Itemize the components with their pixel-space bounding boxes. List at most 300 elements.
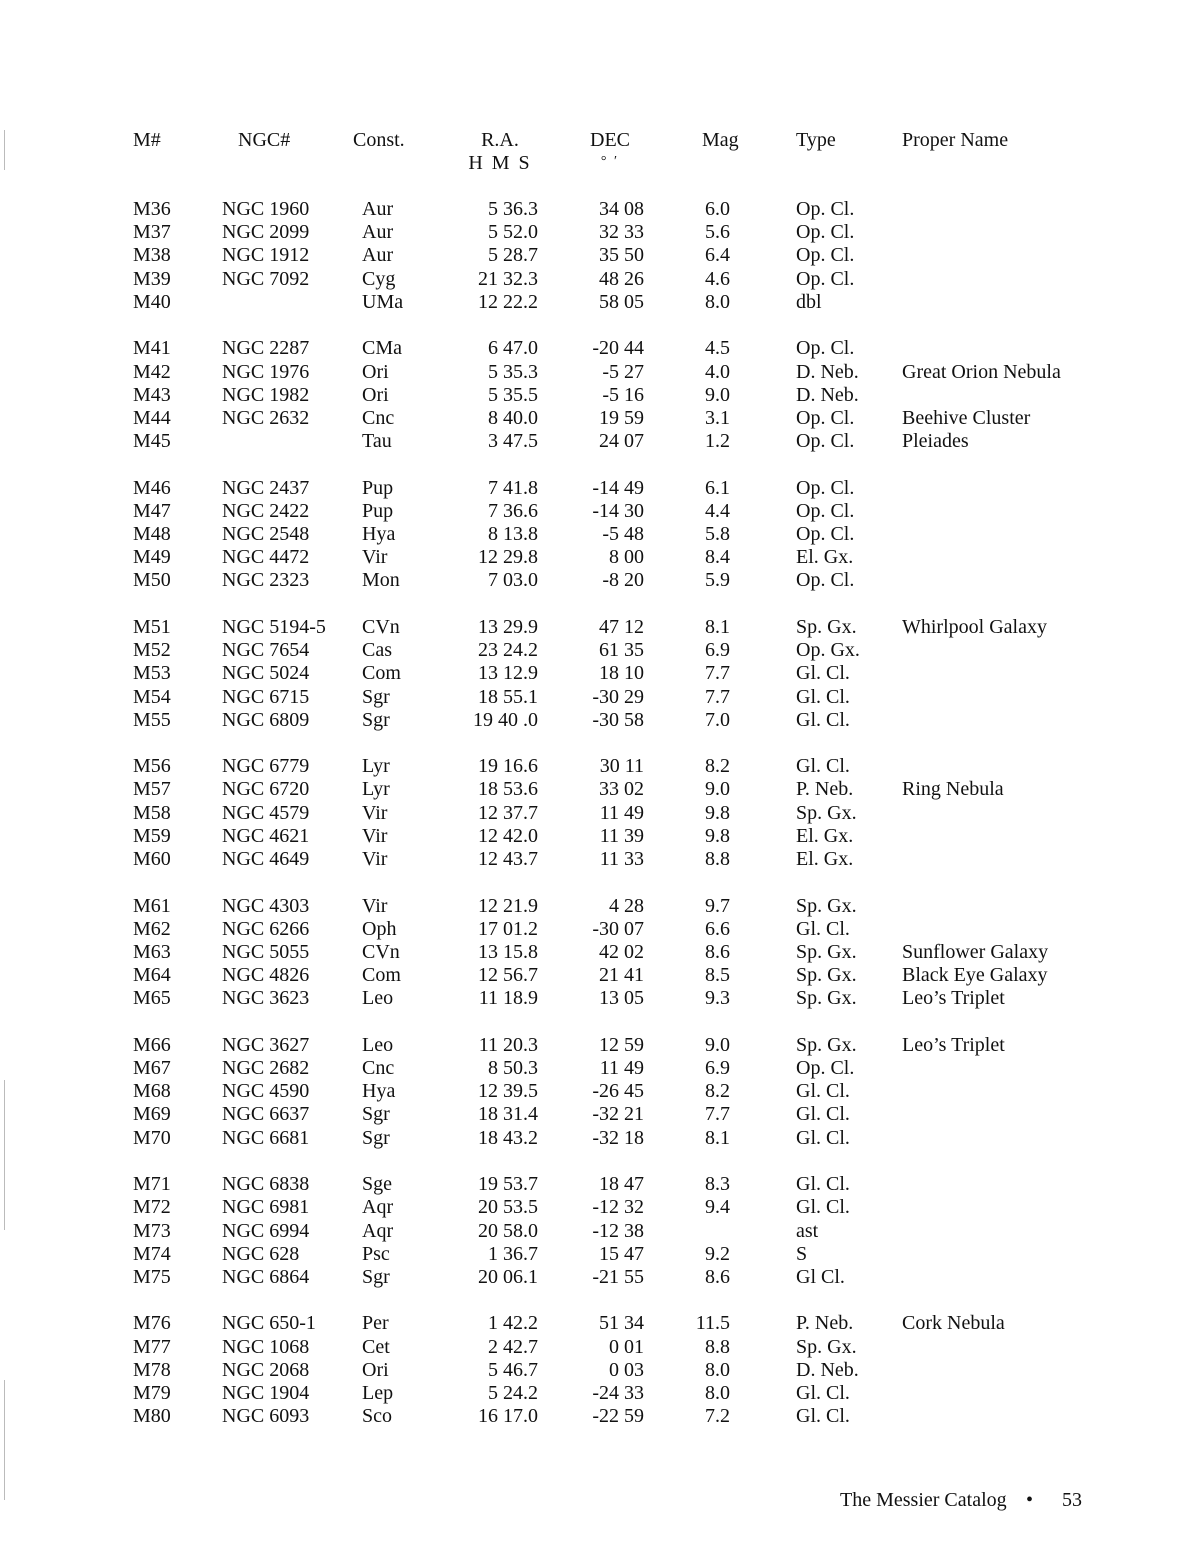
cell-constellation: Lep [362,1382,394,1404]
cell-magnitude: 8.4 [705,546,730,569]
cell-m-number: M66 [133,1033,171,1056]
cell-ra: 12 21.9 [478,894,538,917]
cell-ngc-number: NGC 2099 [222,221,310,244]
cell-proper-name: Great Orion Nebula [902,360,1061,383]
scan-edge-mark [4,130,5,170]
cell-magnitude: 7.2 [705,1405,730,1428]
cell-magnitude: 6.9 [705,639,730,662]
cell-dec: 51 34 [599,1312,644,1335]
cell-ngc-number: NGC 3623 [222,987,310,1010]
cell-type: Op. Cl. [796,569,855,592]
cell-ra: 1 36.7 [488,1242,538,1265]
cell-ra: 5 24.2 [488,1382,538,1404]
cell-m-number: M79 [133,1382,171,1404]
cell-ra: 13 12.9 [478,662,538,685]
cell-ngc-number: NGC 1904 [222,1382,310,1404]
cell-dec: -32 18 [592,1126,644,1149]
cell-type: Op. Cl. [796,244,855,267]
cell-m-number: M48 [133,523,171,545]
cell-m-number: M38 [133,244,171,267]
cell-ngc-number: NGC 5055 [222,940,310,963]
cell-m-number: M63 [133,940,171,963]
cell-constellation: UMa [362,290,404,313]
cell-type: Op. Cl. [796,221,855,244]
cell-ra: 21 32.3 [478,267,538,290]
cell-dec: 61 35 [599,639,644,662]
scan-edge-mark [4,1080,5,1230]
cell-constellation: Oph [362,917,397,940]
cell-ngc-number: NGC 7654 [222,639,310,662]
cell-m-number: M71 [133,1173,171,1196]
header-constellation: Const. [353,129,405,151]
cell-ngc-number: NGC 6994 [222,1219,310,1242]
cell-ngc-number: NGC 2422 [222,499,310,522]
cell-magnitude: 9.0 [705,1033,730,1056]
cell-dec: -22 59 [592,1405,644,1428]
cell-constellation: Aqr [362,1196,394,1219]
cell-ngc-number: NGC 7092 [222,267,310,290]
cell-constellation: Ori [362,383,389,406]
header-type: Type [796,129,836,151]
cell-type: Op. Cl. [796,430,855,453]
cell-type: Gl. Cl. [796,1126,850,1149]
cell-constellation: Lyr [362,778,390,801]
cell-constellation: CMa [362,337,402,360]
cell-ra: 19 40 .0 [473,708,538,731]
cell-ra: 12 37.7 [478,801,538,824]
cell-ra: 5 35.3 [488,360,538,383]
cell-magnitude: 4.4 [705,499,730,522]
cell-dec: 19 59 [599,406,644,429]
cell-m-number: M56 [133,755,171,778]
cell-ngc-number: NGC 6266 [222,917,310,940]
cell-m-number: M49 [133,546,171,569]
cell-constellation: Com [362,964,401,987]
cell-ra: 18 55.1 [478,685,538,708]
cell-m-number: M59 [133,824,171,847]
cell-magnitude: 5.9 [705,569,730,592]
cell-dec: 32 33 [599,221,644,244]
cell-constellation: Aur [362,221,394,244]
cell-constellation: Cyg [362,267,396,290]
cell-dec: 33 02 [599,778,644,801]
cell-type: Sp. Gx. [796,987,857,1010]
cell-dec: 8 00 [609,546,644,569]
cell-ngc-number: NGC 3627 [222,1033,310,1056]
cell-ngc-number: NGC 6681 [222,1126,310,1149]
cell-ngc-number: NGC 5024 [222,662,310,685]
cell-magnitude: 5.8 [705,523,730,545]
cell-ra: 2 42.7 [488,1335,538,1358]
cell-ngc-number: NGC 6981 [222,1196,310,1219]
cell-type: Op. Cl. [796,523,855,545]
cell-dec: -32 21 [592,1103,644,1126]
cell-constellation: Sgr [362,1103,390,1126]
cell-dec: -12 38 [592,1219,644,1242]
cell-constellation: Mon [362,569,400,592]
cell-magnitude: 7.7 [705,662,730,685]
cell-magnitude: 9.0 [705,383,730,406]
cell-proper-name: Sunflower Galaxy [902,940,1049,963]
cell-magnitude: 4.5 [705,337,730,360]
cell-dec: 30 11 [599,755,644,778]
cell-type: Op. Gx. [796,639,860,662]
cell-m-number: M42 [133,360,171,383]
cell-type: Sp. Gx. [796,615,857,638]
cell-dec: 58 05 [599,290,644,313]
cell-ngc-number: NGC 628 [222,1242,300,1265]
cell-ra: 8 50.3 [488,1057,538,1079]
cell-type: dbl [796,290,822,313]
cell-constellation: Pup [362,476,394,499]
cell-m-number: M64 [133,964,171,987]
cell-ngc-number: NGC 1068 [222,1335,310,1358]
cell-magnitude: 8.6 [705,1265,730,1288]
cell-ra: 11 20.3 [478,1033,538,1056]
footer-title: The Messier Catalog [840,1489,1007,1511]
cell-constellation: CVn [362,940,400,963]
cell-dec: -21 55 [592,1265,644,1288]
cell-magnitude: 6.4 [705,244,730,267]
cell-ngc-number: NGC 5194-5 [222,615,326,638]
cell-m-number: M47 [133,499,171,522]
cell-ngc-number: NGC 4621 [222,824,310,847]
cell-ra: 23 24.2 [478,639,538,662]
cell-constellation: Sgr [362,708,390,731]
cell-ra: 6 47.0 [488,337,538,360]
cell-m-number: M40 [133,290,171,313]
cell-constellation: Com [362,662,401,685]
cell-dec: -26 45 [592,1080,644,1103]
cell-proper-name: Leo’s Triplet [902,987,1005,1010]
cell-dec: -14 30 [592,499,644,522]
cell-magnitude: 8.0 [705,1382,730,1404]
cell-ngc-number: NGC 2068 [222,1358,310,1381]
cell-magnitude: 11.5 [695,1312,730,1335]
cell-ngc-number: NGC 1982 [222,383,310,406]
cell-m-number: M52 [133,639,171,662]
cell-magnitude: 8.5 [705,964,730,987]
cell-m-number: M61 [133,894,171,917]
cell-ra: 19 16.6 [478,755,538,778]
cell-ra: 19 53.7 [478,1173,538,1196]
cell-constellation: CVn [362,615,400,638]
scan-edge-mark [4,1380,5,1500]
cell-constellation: Vir [362,894,388,917]
cell-ra: 12 39.5 [478,1080,538,1103]
cell-constellation: Ori [362,1358,389,1381]
cell-type: Gl. Cl. [796,1405,850,1428]
cell-dec: -5 27 [602,360,644,383]
cell-m-number: M53 [133,662,171,685]
cell-ra: 5 28.7 [488,244,538,267]
cell-ra: 20 58.0 [478,1219,538,1242]
cell-ra: 7 41.8 [488,476,538,499]
cell-magnitude: 9.8 [705,801,730,824]
cell-m-number: M44 [133,406,171,429]
cell-constellation: Leo [362,1033,394,1056]
cell-type: D. Neb. [796,360,859,383]
cell-dec: 0 01 [609,1335,644,1358]
cell-type: Op. Cl. [796,499,855,522]
cell-magnitude: 8.8 [705,848,730,870]
cell-type: ast [796,1219,819,1242]
cell-constellation: Pup [362,499,394,522]
cell-m-number: M72 [133,1196,171,1219]
cell-dec: -30 29 [592,685,644,708]
cell-type: Gl. Cl. [796,708,850,731]
cell-magnitude: 6.1 [705,476,730,499]
cell-type: Gl. Cl. [796,917,850,940]
cell-m-number: M68 [133,1080,171,1103]
cell-proper-name: Cork Nebula [902,1312,1005,1335]
cell-ngc-number: NGC 6637 [222,1103,310,1126]
cell-dec: 42 02 [599,940,644,963]
cell-ngc-number: NGC 6838 [222,1173,310,1196]
cell-m-number: M55 [133,708,171,731]
cell-ra: 13 15.8 [478,940,538,963]
cell-constellation: Vir [362,801,388,824]
cell-dec: 47 12 [599,615,644,638]
cell-m-number: M36 [133,198,171,220]
cell-constellation: Leo [362,987,394,1010]
cell-ra: 11 18.9 [478,987,538,1010]
cell-m-number: M60 [133,848,171,870]
cell-m-number: M80 [133,1405,171,1428]
cell-type: Gl. Cl. [796,1080,850,1103]
cell-magnitude: 4.0 [705,360,730,383]
cell-ra: 20 06.1 [478,1265,538,1288]
cell-dec: 34 08 [599,198,644,220]
cell-ngc-number: NGC 2437 [222,476,310,499]
cell-constellation: Per [362,1312,389,1335]
cell-magnitude: 5.6 [705,221,730,244]
cell-constellation: Vir [362,848,388,870]
cell-type: D. Neb. [796,383,859,406]
cell-m-number: M75 [133,1265,171,1288]
cell-ngc-number: NGC 1976 [222,360,310,383]
cell-magnitude: 9.3 [705,987,730,1010]
cell-ra: 12 29.8 [478,546,538,569]
cell-type: Gl. Cl. [796,755,850,778]
cell-ngc-number: NGC 1960 [222,198,310,220]
cell-ra: 7 36.6 [488,499,538,522]
cell-magnitude: 1.2 [705,430,730,453]
cell-constellation: Sgr [362,1126,390,1149]
cell-proper-name: Black Eye Galaxy [902,964,1048,987]
cell-type: Gl. Cl. [796,1382,850,1404]
cell-magnitude: 9.2 [705,1242,730,1265]
cell-ngc-number: NGC 4826 [222,964,310,987]
cell-type: Sp. Gx. [796,801,857,824]
cell-ra: 18 53.6 [478,778,538,801]
cell-m-number: M43 [133,383,171,406]
cell-type: Gl. Cl. [796,1196,850,1219]
cell-ra: 5 46.7 [488,1358,538,1381]
cell-magnitude: 9.4 [705,1196,730,1219]
cell-type: Sp. Gx. [796,964,857,987]
cell-m-number: M37 [133,221,171,244]
cell-magnitude: 3.1 [705,406,730,429]
cell-proper-name: Leo’s Triplet [902,1033,1005,1056]
cell-magnitude: 7.7 [705,685,730,708]
cell-magnitude: 8.6 [705,940,730,963]
cell-dec: -30 07 [592,917,644,940]
cell-magnitude: 6.9 [705,1057,730,1079]
cell-ngc-number: NGC 6779 [222,755,310,778]
cell-m-number: M39 [133,267,171,290]
cell-magnitude: 8.1 [705,1126,730,1149]
cell-ngc-number: NGC 650-1 [222,1312,316,1335]
cell-ra: 13 29.9 [478,615,538,638]
cell-magnitude: 8.8 [705,1335,730,1358]
header-dec: DEC [590,129,630,151]
cell-type: El. Gx. [796,848,854,870]
header-proper-name: Proper Name [902,129,1009,151]
cell-dec: 13 05 [599,987,644,1010]
cell-constellation: Cas [362,639,392,662]
cell-ngc-number: NGC 4649 [222,848,310,870]
cell-magnitude: 9.8 [705,824,730,847]
cell-dec: -30 58 [592,708,644,731]
cell-m-number: M77 [133,1335,171,1358]
cell-type: Gl. Cl. [796,662,850,685]
cell-m-number: M41 [133,337,171,360]
footer-bullet: • [1026,1489,1034,1511]
cell-constellation: Hya [362,1080,396,1103]
cell-type: P. Neb. [796,1312,854,1335]
cell-magnitude: 6.0 [705,198,730,220]
cell-type: Gl. Cl. [796,685,850,708]
cell-m-number: M76 [133,1312,171,1335]
cell-ra: 12 22.2 [478,290,538,313]
cell-magnitude: 8.0 [705,1358,730,1381]
cell-m-number: M57 [133,778,171,801]
cell-constellation: Vir [362,546,388,569]
cell-type: D. Neb. [796,1358,859,1381]
cell-magnitude: 8.0 [705,290,730,313]
cell-ngc-number: NGC 2548 [222,523,310,545]
cell-ra: 5 36.3 [488,198,538,220]
cell-ngc-number: NGC 6715 [222,685,310,708]
cell-magnitude: 9.0 [705,778,730,801]
cell-ra: 1 42.2 [488,1312,538,1335]
cell-m-number: M65 [133,987,171,1010]
cell-type: El. Gx. [796,824,854,847]
cell-ra: 17 01.2 [478,917,538,940]
header-ngc-number: NGC# [238,129,291,151]
cell-m-number: M51 [133,615,171,638]
cell-ngc-number: NGC 6864 [222,1265,310,1288]
cell-ngc-number: NGC 2287 [222,337,310,360]
cell-ngc-number: NGC 4472 [222,546,310,569]
cell-dec: 0 03 [609,1358,644,1381]
cell-m-number: M45 [133,430,171,453]
cell-type: Sp. Gx. [796,940,857,963]
cell-ra: 7 03.0 [488,569,538,592]
cell-ngc-number: NGC 2682 [222,1057,310,1079]
cell-m-number: M70 [133,1126,171,1149]
cell-type: El. Gx. [796,546,854,569]
cell-ngc-number: NGC 6093 [222,1405,310,1428]
cell-dec: 11 33 [599,848,644,870]
cell-dec: 24 07 [599,430,644,453]
cell-constellation: Cnc [362,406,395,429]
cell-ra: 18 43.2 [478,1126,538,1149]
cell-m-number: M74 [133,1242,171,1265]
cell-type: Op. Cl. [796,337,855,360]
cell-m-number: M50 [133,569,171,592]
cell-type: P. Neb. [796,778,854,801]
cell-type: Op. Cl. [796,476,855,499]
cell-m-number: M69 [133,1103,171,1126]
header-ra: R.A. [481,129,519,151]
cell-dec: -5 48 [602,523,644,545]
cell-m-number: M67 [133,1057,171,1079]
cell-constellation: Aur [362,244,394,267]
cell-ngc-number: NGC 2323 [222,569,310,592]
cell-constellation: Cnc [362,1057,395,1079]
cell-ngc-number: NGC 4579 [222,801,310,824]
cell-type: Sp. Gx. [796,1335,857,1358]
cell-magnitude: 6.6 [705,917,730,940]
cell-m-number: M46 [133,476,171,499]
cell-m-number: M78 [133,1358,171,1381]
cell-ra: 20 53.5 [478,1196,538,1219]
cell-m-number: M62 [133,917,171,940]
cell-dec: 18 47 [599,1173,644,1196]
cell-dec: 21 41 [599,964,644,987]
cell-magnitude: 4.6 [705,267,730,290]
cell-constellation: Sgr [362,1265,390,1288]
cell-dec: 48 26 [599,267,644,290]
cell-dec: 15 47 [599,1242,644,1265]
cell-ngc-number: NGC 4590 [222,1080,310,1103]
cell-type: Gl Cl. [796,1265,845,1288]
cell-constellation: Vir [362,824,388,847]
cell-proper-name: Ring Nebula [902,778,1004,801]
cell-constellation: Sgr [362,685,390,708]
cell-constellation: Lyr [362,755,390,778]
cell-dec: -20 44 [592,337,644,360]
cell-dec: 12 59 [599,1033,644,1056]
cell-ra: 12 56.7 [478,964,538,987]
cell-m-number: M73 [133,1219,171,1242]
cell-proper-name: Beehive Cluster [902,406,1031,429]
cell-ra: 18 31.4 [478,1103,538,1126]
cell-proper-name: Whirlpool Galaxy [902,615,1047,638]
cell-type: Sp. Gx. [796,1033,857,1056]
cell-dec: 11 49 [599,1057,644,1079]
cell-constellation: Sge [362,1173,392,1196]
cell-constellation: Sco [362,1405,392,1428]
cell-magnitude: 8.1 [705,615,730,638]
cell-dec: -5 16 [602,383,644,406]
cell-dec: -12 32 [592,1196,644,1219]
cell-dec: 4 28 [609,894,644,917]
cell-constellation: Tau [362,430,392,453]
cell-dec: 18 10 [599,662,644,685]
cell-magnitude: 8.2 [705,755,730,778]
cell-type: Gl. Cl. [796,1173,850,1196]
cell-magnitude: 9.7 [705,894,730,917]
cell-type: Sp. Gx. [796,894,857,917]
cell-ra: 3 47.5 [488,430,538,453]
cell-type: Gl. Cl. [796,1103,850,1126]
cell-ngc-number: NGC 1912 [222,244,310,267]
cell-magnitude: 8.3 [705,1173,730,1196]
cell-magnitude: 7.7 [705,1103,730,1126]
